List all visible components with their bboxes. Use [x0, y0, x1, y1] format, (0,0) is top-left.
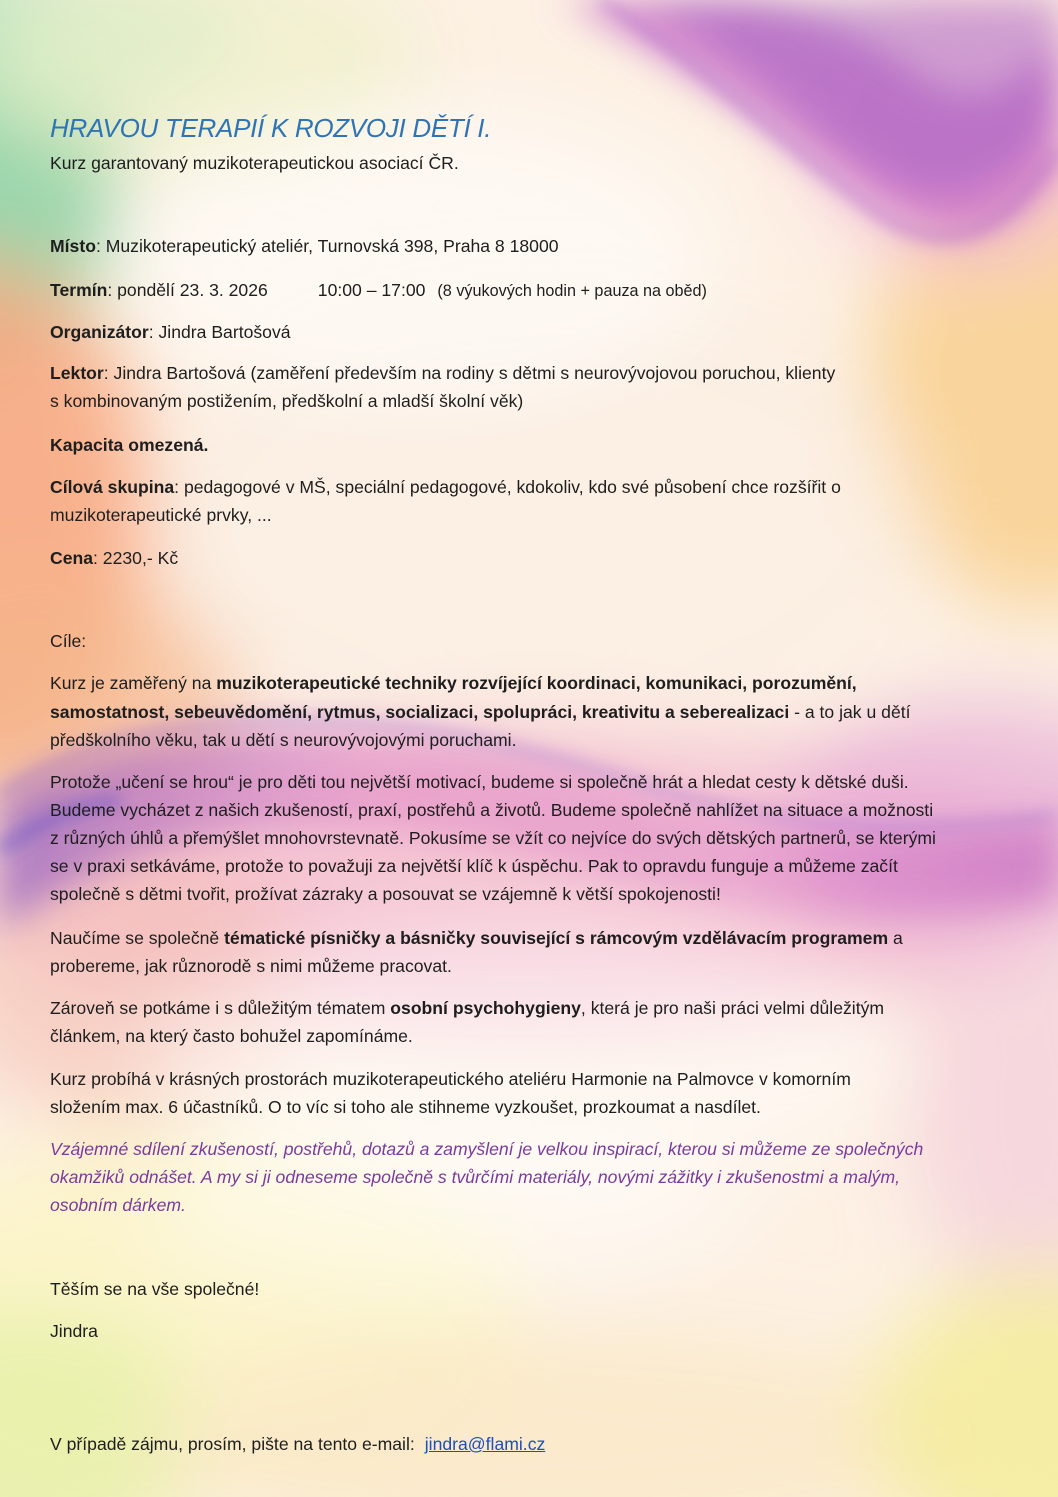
info-organizer-label: Organizátor [50, 322, 149, 342]
paragraph-line: Budeme vycházet z našich zkušeností, praxí, postřehů a životů. Budeme společně nahlížet na situace a možnosti [50, 800, 934, 820]
paragraph-line [50, 925, 903, 952]
info-price-label: Cena [50, 548, 94, 568]
paragraph-line: probereme, jak různorodě s nimi můžeme pracovat. [50, 956, 452, 976]
page-title: HRAVOU TERAPIÍ K ROZVOJI DĚTÍ I. [50, 113, 492, 143]
page-subtitle: Kurz garantovaný muzikoterapeutickou asociací ČR. [50, 153, 459, 173]
goals-paragraph-line: předškolního věku, tak u dětí s neurovývojovými poruchami. [50, 730, 517, 750]
text-span: , která je pro naši práci velmi důležitým [580, 998, 885, 1018]
text-span: Zároveň se potkáme i s důležitým tématem [50, 998, 391, 1018]
info-organizer [50, 319, 291, 346]
info-date-value: : pondělí 23. 3. 2026 [107, 280, 268, 300]
info-capacity-text: Kapacita omezená. [50, 435, 209, 455]
paragraph-line: z různých úhlů a přemýšlet mnohovrstevnatě. Pokusíme se vžít co nejvíce do svých dětských partnerů, se kterými [50, 828, 936, 848]
info-lecturer-value: : Jindra Bartošová (zaměření především na rodiny s dětmi s neurovývojovou poruchou, klienty [103, 363, 836, 383]
text-bold: muzikoterapeutické techniky rozvíjející koordinaci, komunikaci, porozumění, [216, 673, 857, 693]
info-lecturer-label: Lektor [50, 363, 104, 383]
paragraph-line: se v praxi setkáváme, protože to považuji za největší klíč k úspěchu. Pak to opravdu funguje a můžeme začít [50, 856, 898, 876]
info-price [50, 545, 178, 572]
info-organizer-value: : Jindra Bartošová [148, 322, 291, 342]
contact-text: V případě zájmu, prosím, pište na tento e-mail: [50, 1434, 415, 1454]
paragraph-line: Kurz probíhá v krásných prostorách muzikoterapeutického ateliéru Harmonie na Palmovce v komorním [50, 1069, 851, 1089]
text-bold: osobní psychohygieny [390, 998, 581, 1018]
highlight-paragraph-line: Vzájemné sdílení zkušeností, postřehů, dotazů a zamyšlení je velkou inspirací, kterou si můžeme ze společných [50, 1139, 924, 1159]
highlight-paragraph-line: okamžiků odnášet. A my si ji odneseme společně s tvůrčími materiály, novými zážitky i zkušenostmi a malým, [50, 1167, 900, 1187]
text-span: Kurz je zaměřený na [50, 673, 217, 693]
highlight-paragraph-line: osobním dárkem. [50, 1195, 186, 1215]
paragraph-line: složením max. 6 účastníků. O to víc si toho ale stihneme vyzkoušet, prozkoumat a nasdílet. [50, 1097, 761, 1117]
text-bold: tématické písničky a básničky související s rámcovým vzdělávacím programem [224, 928, 889, 948]
text-span: - a to jak u dětí [789, 702, 911, 722]
closing-line: Těším se na vše společné! [50, 1279, 260, 1299]
text-span: a [888, 928, 903, 948]
paragraph-line [50, 995, 884, 1022]
info-capacity [50, 432, 208, 459]
paragraph-line: společně s dětmi tvořit, prožívat zázraky a posouvat se vzájemně k větší spokojenosti! [50, 884, 721, 904]
info-lecturer [50, 360, 835, 387]
info-time-note: (8 výukových hodin + pauza na oběd) [437, 282, 707, 300]
info-time-value: 10:00 – 17:00 [317, 280, 426, 300]
goals-heading: Cíle: [50, 631, 87, 651]
info-target-value: : pedagogové v MŠ, speciální pedagogové, kdokoliv, kdo své působení chce rozšířit o [174, 477, 841, 497]
paragraph-line: článkem, na který často bohužel zapomínáme. [50, 1026, 413, 1046]
info-date [50, 277, 707, 305]
info-date-label: Termín [50, 280, 108, 300]
info-target-group [50, 474, 841, 501]
goals-paragraph-line [50, 670, 857, 697]
info-location-value: : Muzikoterapeutický ateliér, Turnovská 398, Praha 8 18000 [95, 236, 559, 256]
info-location-label: Místo [50, 236, 96, 256]
info-lecturer-cont: s kombinovaným postižením, předškolní a mladší školní věk) [50, 391, 524, 411]
contact-line [50, 1431, 545, 1458]
text-span: Naučíme se společně [50, 928, 225, 948]
text-bold: samostatnost, sebeuvědomění, rytmus, socializaci, spolupráci, kreativitu a seberealizaci [50, 702, 790, 722]
signature: Jindra [50, 1321, 98, 1341]
info-price-value: : 2230,- Kč [93, 548, 179, 568]
info-target-cont: muzikoterapeutické prvky, ... [50, 505, 272, 525]
info-target-label: Cílová skupina [50, 477, 175, 497]
paragraph-line: Protože „učení se hrou“ je pro děti tou největší motivací, budeme si společně hrát a hledat cesty k dětské duši. [50, 772, 909, 792]
info-location [50, 233, 559, 260]
email-link[interactable]: jindra@flami.cz [424, 1434, 546, 1454]
goals-paragraph-line [50, 699, 911, 726]
